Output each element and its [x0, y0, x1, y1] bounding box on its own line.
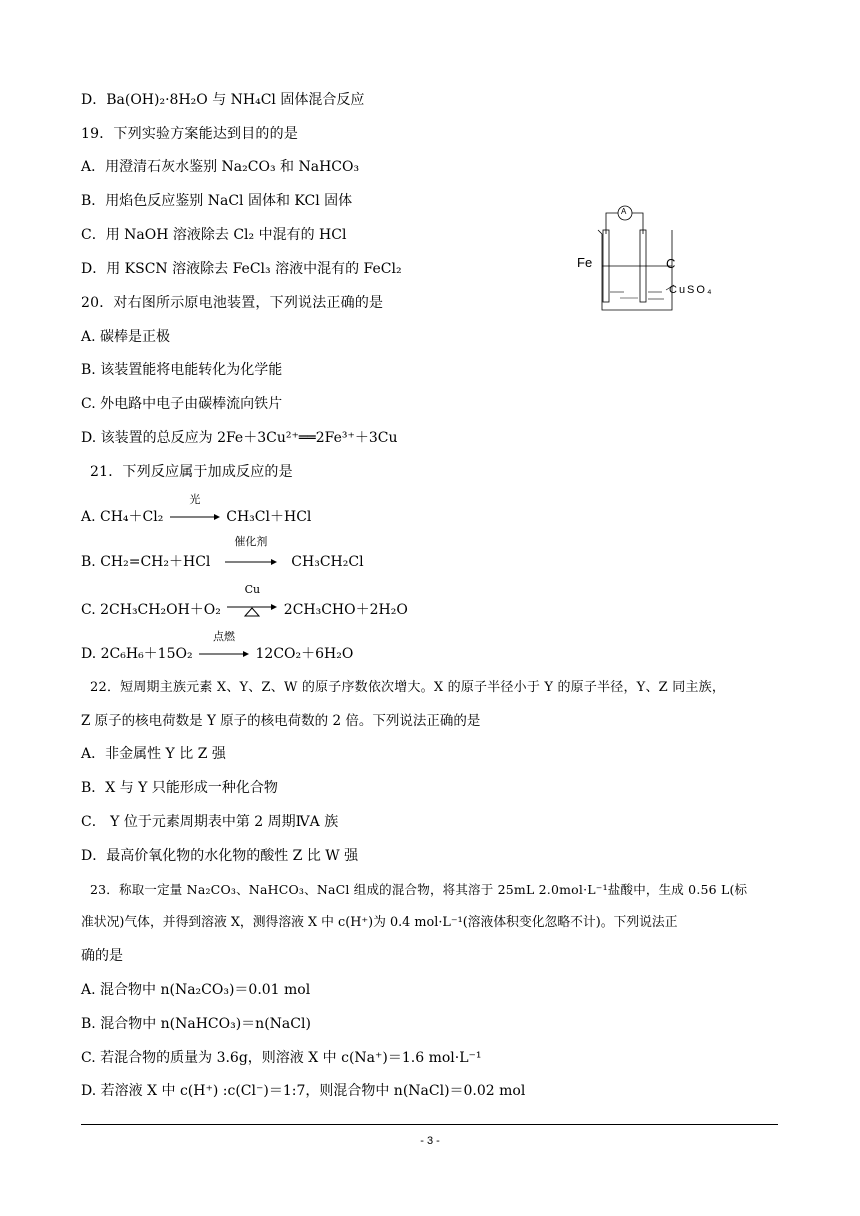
option-19d: D．用 KSCN 溶液除去 FeCl₃ 溶液中混有的 FeCl₂ — [81, 261, 402, 277]
option-23d: D. 若溶液 X 中 c(H⁺) :c(Cl⁻)＝1:7，则混合物中 n(NaCl)＝0.02 mol — [81, 1083, 526, 1099]
reaction-condition: 点燃 — [213, 630, 236, 643]
option-21c — [81, 583, 408, 619]
option-20c: C. 外电路中电子由碳棒流向铁片 — [81, 396, 283, 412]
equation-left: A. CH₄＋Cl₂ — [81, 509, 164, 525]
reaction-condition: 催化剂 — [234, 535, 268, 548]
option-21b — [81, 535, 364, 571]
galvanic-cell-diagram — [568, 200, 718, 318]
question-19: 19．下列实验方案能达到目的的是 — [81, 126, 299, 142]
question-21: 21．下列反应属于加成反应的是 — [90, 464, 293, 480]
equation-right: CH₃CH₂Cl — [291, 554, 364, 570]
option-22c: C． Y 位于元素周期表中第 2 周期ⅣA 族 — [81, 814, 339, 830]
equation-right: 2CH₃CHO＋2H₂O — [283, 602, 408, 618]
question-23-line2: 准状况)气体，并得到溶液 X，测得溶液 X 中 c(H⁺)为 0.4 mol·L⁻¹(溶液体积变化忽略不计)。下列说法正 — [81, 915, 678, 930]
equation-right: 12CO₂＋6H₂O — [255, 646, 354, 662]
equation-left: C. 2CH₃CH₂OH＋O₂ — [81, 602, 221, 618]
question-22-line2: Z 原子的核电荷数是 Y 原子的核电荷数的 2 倍。下列说法正确的是 — [81, 713, 481, 729]
option-19a: A．用澄清石灰水鉴别 Na₂CO₃ 和 NaHCO₃ — [81, 159, 360, 175]
option-22b: B．X 与 Y 只能形成一种化合物 — [81, 780, 278, 796]
arrow-icon — [225, 557, 277, 567]
question-22-line1: 22．短周期主族元素 X、Y、Z、W 的原子序数依次增大。X 的原子半径小于 Y 的原子半径，Y、Z 同主族， — [90, 680, 726, 695]
reaction-arrow — [225, 535, 277, 571]
equation-left: D. 2C₆H₆＋15O₂ — [81, 646, 193, 662]
solution-label: CuSO₄ — [669, 284, 714, 296]
option-22d: D．最高价氧化物的水化物的酸性 Z 比 W 强 — [81, 848, 359, 864]
option-20d: D. 该装置的总反应为 2Fe＋3Cu²⁺══2Fe³⁺＋3Cu — [81, 430, 398, 446]
question-20: 20．对右图所示原电池装置，下列说法正确的是 — [81, 295, 384, 311]
option-23a: A. 混合物中 n(Na₂CO₃)＝0.01 mol — [81, 982, 311, 998]
equation-right: CH₃Cl＋HCl — [226, 509, 312, 525]
question-23-line1: 23．称取一定量 Na₂CO₃、NaHCO₃、NaCl 组成的混合物，将其溶于 25mL 2.0mol·L⁻¹盐酸中，生成 0.56 L(标 — [90, 882, 748, 897]
footer-divider — [81, 1124, 778, 1125]
question-23-line3: 确的是 — [81, 948, 123, 964]
option-22a: A．非金属性 Y 比 Z 强 — [81, 746, 226, 762]
option-20b: B. 该装置能将电能转化为化学能 — [81, 362, 283, 378]
arrow-icon — [199, 649, 249, 659]
iron-electrode-label: Fe — [577, 255, 593, 270]
equation-left: B. CH₂=CH₂＋HCl — [81, 554, 211, 570]
option-18d: D．Ba(OH)₂·8H₂O 与 NH₄Cl 固体混合反应 — [81, 92, 365, 108]
reaction-condition: Cu — [244, 583, 261, 596]
option-19c: C．用 NaOH 溶液除去 Cl₂ 中混有的 HCl — [81, 227, 347, 243]
option-23c: C. 若混合物的质量为 3.6g，则溶液 X 中 c(Na⁺)＝1.6 mol·L⁻¹ — [81, 1050, 482, 1066]
reaction-arrow — [199, 630, 249, 663]
option-21d — [81, 630, 354, 663]
option-23b: B. 混合物中 n(NaHCO₃)＝n(NaCl) — [81, 1016, 311, 1032]
arrow-icon — [170, 512, 220, 522]
option-21a — [81, 493, 312, 526]
page-number: - 3 - — [420, 1135, 440, 1147]
reaction-arrow — [227, 583, 277, 619]
reaction-arrow — [170, 493, 220, 526]
ammeter-label: A — [621, 207, 627, 216]
option-19b: B．用焰色反应鉴别 NaCl 固体和 KCl 固体 — [81, 193, 353, 209]
option-20a: A. 碳棒是正极 — [81, 329, 171, 345]
carbon-electrode-label: C — [666, 256, 676, 271]
arrow-heat-icon — [227, 603, 277, 617]
reaction-condition: 光 — [189, 493, 201, 506]
